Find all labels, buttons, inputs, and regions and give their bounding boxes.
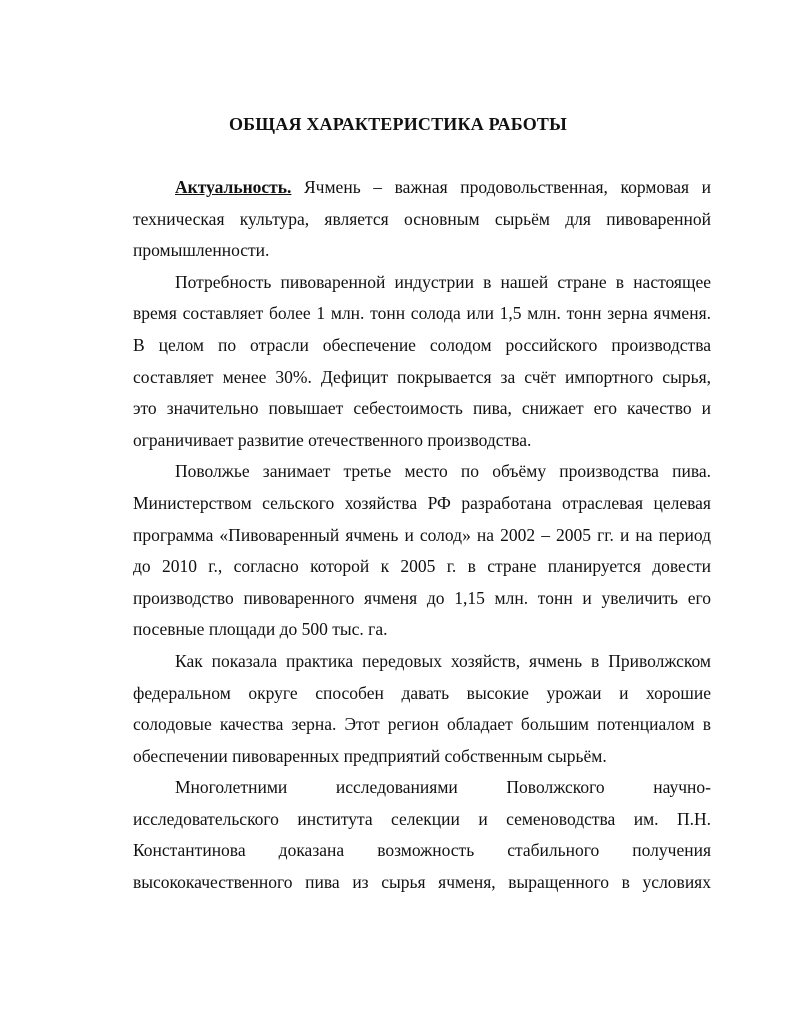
text-line: исследовательского института селекции и семеноводства им. П.Н. [133, 808, 711, 829]
text-line: это значительно повышает себестоимость пива, снижает его качество и [133, 398, 711, 419]
document-body [133, 172, 711, 899]
text-line: ограничивает развитие отечественного производства. [133, 429, 532, 450]
text-line: Как показала практика передовых хозяйств, ячмень в Приволжском [175, 650, 711, 671]
text-line: Многолетними исследованиями Поволжского научно- [175, 777, 711, 798]
text-line: обеспечении пивоваренных предприятий собственным сырьём. [133, 745, 607, 766]
text-line: высококачественного пива из сырья ячменя, выращенного в условиях [133, 872, 711, 893]
text-line: Потребность пивоваренной индустрии в нашей стране в настоящее [175, 271, 711, 292]
text-line: Константинова доказана возможность стабильного получения [133, 840, 711, 861]
text-line [133, 172, 711, 204]
text-line: В целом по отрасли обеспечение солодом российского производства [133, 334, 711, 355]
paragraph-relevance [133, 172, 711, 267]
paragraph-volga-region [133, 456, 711, 646]
paragraph-practice [133, 646, 711, 772]
text-line: составляет менее 30%. Дефицит покрывается за счёт импортного сырья, [133, 366, 711, 387]
text-line: техническая культура, является основным сырьём для пивоваренной [133, 208, 711, 229]
paragraph-research [133, 772, 711, 898]
text-line: Министерством сельского хозяйства РФ разработана отраслевая целевая [133, 492, 711, 513]
page-title: ОБЩАЯ ХАРАКТЕРИСТИКА РАБОТЫ [228, 114, 568, 134]
text-line: Поволжье занимает третье место по объёму производства пива. [175, 461, 711, 482]
text-line: до 2010 г., согласно которой к 2005 г. в стране планируется довести [133, 556, 711, 577]
paragraph-demand [133, 267, 711, 457]
text-line: время составляет более 1 млн. тонн солода или 1,5 млн. тонн зерна ячменя. [133, 303, 711, 324]
text-line: программа «Пивоваренный ячмень и солод» на 2002 – 2005 гг. и на период [133, 524, 711, 545]
section-lead: Актуальность. [175, 177, 292, 197]
text-line-content: Ячмень – важная продовольственная, кормовая и [291, 177, 711, 197]
text-line: федеральном округе способен давать высокие урожаи и хорошие [133, 682, 711, 703]
text-line: солодовые качества зерна. Этот регион обладает большим потенциалом в [133, 714, 711, 735]
text-line: производство пивоваренного ячменя до 1,15 млн. тонн и увеличить его [133, 587, 711, 608]
text-line: посевные площади до 500 тыс. га. [133, 619, 388, 640]
text-line: промышленности. [133, 240, 270, 261]
